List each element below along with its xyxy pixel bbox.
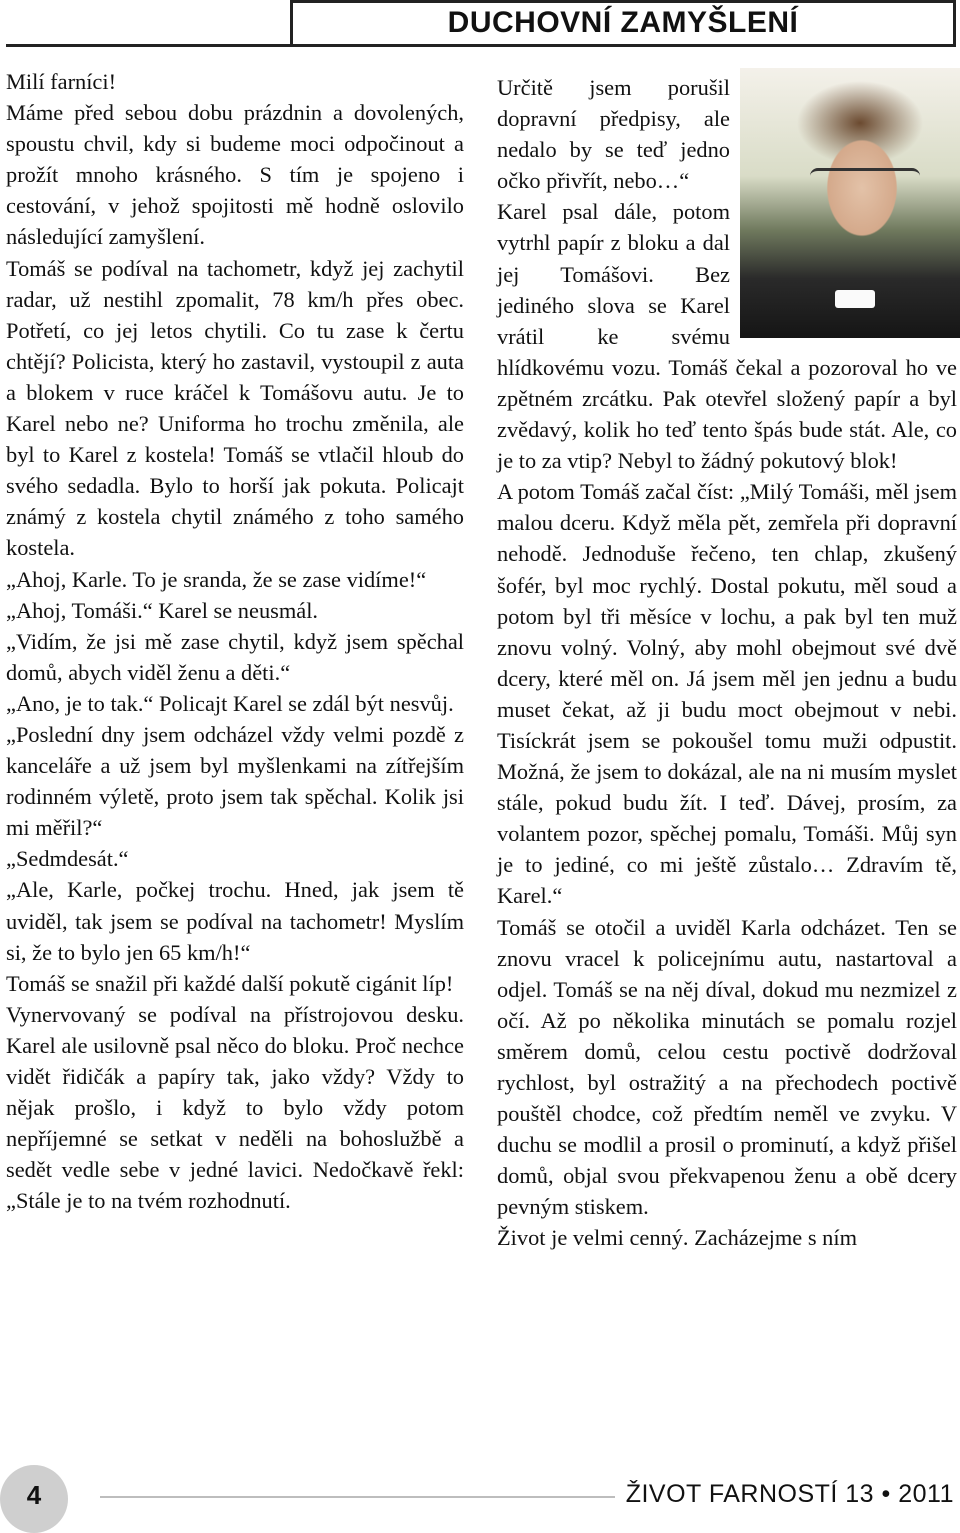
paragraph: Tomáš se podíval na tachometr, když jej zachytil radar, už nestihl zpomalit, 78 km/h přes obec. Potřetí, co jej letos chytili. Co tu zase k čertu chtějí? Policista, který ho zastavil, vystoupil z auta a blokem v ruce kráčel k Tomášovu autu. Je to Karel nebo ne? Uniforma ho trochu změnila, ale byl to Karel z kostela! Tomáš se vtlačil hloub do svého sedadla. Bylo to horší jak pokuta. Policajt známý z kostela chytil známého z toho samého kostela. [6,255,464,561]
page-number: 4 [26,1480,42,1510]
paragraph: Tomáš se snažil při každé další pokutě cigánit líp! [6,970,454,996]
paragraph: Milí farníci! [6,69,117,94]
paragraph: Tomáš se otočil a uviděl Karla odcházet. Ten se znovu vracel k policejnímu autu, nastartoval a odjel. Tomáš se na něj díval, dokud mu nezmizel z očí. Až po několika minutách se pomalu rozjel směrem domů, celou cestu poctivě dodržoval rychlost, byl ostražitý a na přechodech poctivě pouštěl chodce, což předtím neměl ve zvyku. V duchu se modlil a prosil o prominutí, a když přišel domů, objal svou překvapenou ženu a obě dcery pevným stiskem. [497,914,957,1220]
article-right-column [497,72,957,1254]
clerical-collar-detail [835,290,875,308]
article-left-column [6,66,464,1216]
paragraph: Určitě jsem porušil dopravní předpisy, ale nedalo by se teď jedno očko přivřít, nebo…“ [497,75,730,194]
section-title: DUCHOVNÍ ZAMYŠLENÍ [447,6,799,39]
issue-label: ŽIVOT FARNOSTÍ 13 • 2011 [625,1480,954,1508]
paragraph: Život je velmi cenný. Zacházejme s ním [497,1225,857,1251]
paragraph: Vynervovaný se podíval na přístrojovou desku. Karel ale usilovně psal něco do bloku. Proč nechce vidět řidičák a papíry tak, jako vždy? Vždy to nějak prošlo, i když to bylo vždy potom nepříjemné se setkat v neděli na bohoslužbě a sedět vedle sebe v jedné lavici. Nedočkavě řekl: „Stále je to na tvém rozhodnutí. [6,1001,464,1214]
paragraph: „Poslední dny jsem odcházel vždy velmi pozdě z kanceláře a už jsem byl myšlenkami na zítřejším rodinném výletě, proto jsem tak spěchal. Kolik jsi mi měřil?“ [6,721,464,841]
footer-rule [100,1496,615,1498]
paragraph: „Ano, je to tak.“ Policajt Karel se zdál být nesvůj. [6,690,454,716]
paragraph: Máme před sebou dobu prázdnin a dovolených, spoustu chvil, kdy si budeme moci odpočinout a prožít mnoho krásného. S tím je spojeno i cestování, v jehož spojitosti mě hodně oslovilo následující zamyšlení. [6,100,464,250]
author-photo [740,68,960,338]
paragraph: „Ale, Karle, počkej trochu. Hned, jak jsem tě uviděl, tak jsem se podíval na tachometr! Myslím si, že to bylo jen 65 km/h!“ [6,877,464,965]
paragraph: „Ahoj, Tomáši.“ Karel se neusmál. [6,597,319,623]
paragraph: „Sedmdesát.“ [6,846,129,872]
header-rule [6,44,956,47]
paragraph: Karel psal dále, potom vytrhl papír z bloku a dal jej Tomášovi. Bez jediného slova se Karel vrátil ke svému hlídkovému vozu. Tomáš čekal a pozoroval ho ve zpětném zrcátku. Pak otevřel složený papír a byl zvědavý, kolik ho teď tento špás bude stát. Ale, co je to za vtip? Nebyl to žádný pokutový blok! [497,199,957,474]
paragraph: „Ahoj, Karle. To je sranda, že se zase vidíme!“ [6,566,427,592]
paragraph: „Vidím, že jsi mě zase chytil, když jsem spěchal domů, abych viděl ženu a děti.“ [6,628,464,685]
paragraph: A potom Tomáš začal číst: „Milý Tomáši, měl jsem malou dceru. Když měla pět, zemřela při dopravní nehodě. Jednoduše řečeno, ten chlap, zkušený šofér, byl moc rychlý. Dostal pokutu, měl soud a potom byl tři měsíce v lochu, a pak byl ten muž znovu volný. Volný, aby mohl obejmout své dvě dcery, které měl on. Já jsem měl jen jednu a budu muset čekat, až ji budu moct obejmout v nebi. Tisíckrát jsem se pokoušel tomu muži odpustit. Možná, že jsem to dokázal, ale na ni musím myslet stále, pokud budu žít. I teď. Dávej, prosím, za volantem pozor, spěchej pomalu, Tomáši. Můj syn je to jediné, co mi ještě zůstalo… Zdravím tě, Karel.“ [497,479,957,909]
glasses-detail [810,168,920,193]
